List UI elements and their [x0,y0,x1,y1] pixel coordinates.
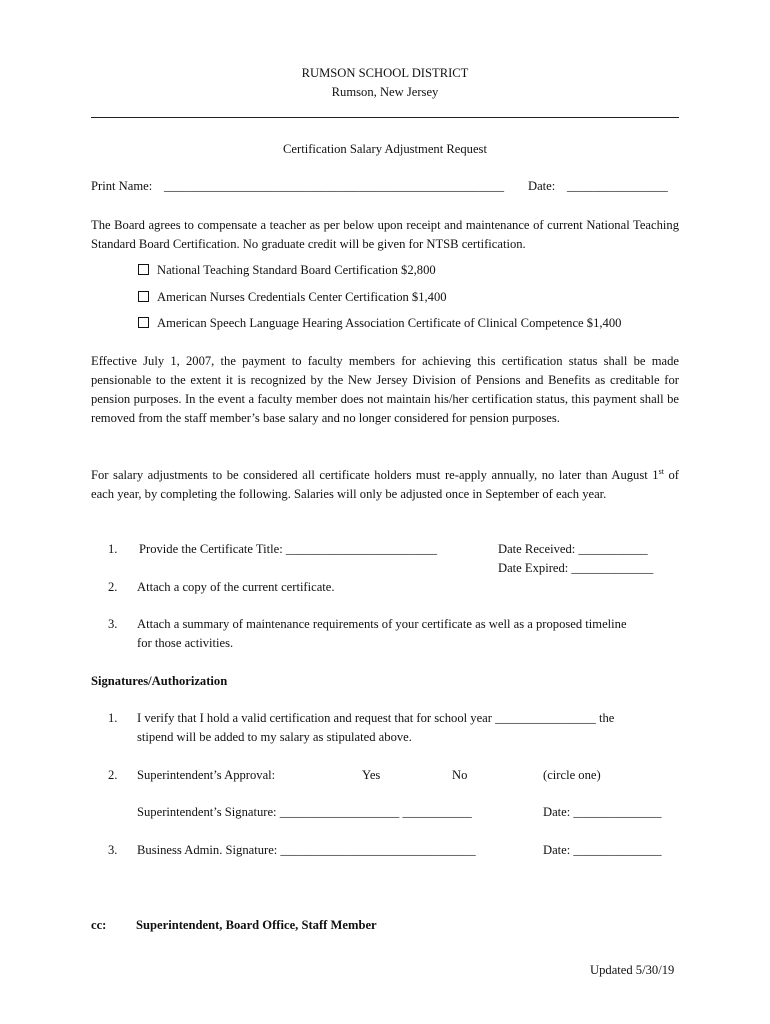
salary-august: August 1 [611,468,659,482]
updated-date: Updated 5/30/19 [590,963,675,977]
checkbox-label: American Nurses Credentials Center Certification $1,400 [157,290,447,304]
intro-paragraph: The Board agrees to compensate a teacher as per below upon receipt and maintenance of current National Teaching Standard Board Certification. No graduate credit will be given for NTSB certification. [91,218,679,251]
business-admin-signature-field[interactable]: Business Admin. Signature: _______________________________ [137,843,476,857]
business-admin-date-field[interactable]: Date: ______________ [543,843,662,857]
salary-superscript: st [658,467,664,476]
approval-no[interactable]: No [452,768,468,782]
print-name-field[interactable]: ______________________________________________________ [164,179,505,193]
sig-item-number: 2. [108,768,118,782]
district-location: Rumson, New Jersey [331,85,439,99]
step-number: 2. [108,580,118,594]
step-text: Attach a copy of the current certificate. [137,580,335,594]
step-text-continued: for those activities. [137,636,234,650]
superintendent-date-field[interactable]: Date: ______________ [543,805,662,819]
checkbox-icon[interactable] [138,317,149,328]
superintendent-signature-field[interactable]: Superintendent’s Signature: ___________________ ___________ [137,805,472,819]
checkbox-item-ancc[interactable] [138,291,447,304]
checkbox-label: National Teaching Standard Board Certification $2,800 [157,263,436,277]
step-number: 1. [108,542,118,556]
pension-paragraph: Effective July 1, 2007, the payment to faculty members for achieving this certification status shall be made pensionable to the extent it is recognized by the New Jersey Division of Pensions and Benefits as creditable for pension purposes. In the event a faculty member does not maintain his/her certification status, this payment shall be removed from the staff member’s base salary and no longer considered for pension purposes. [91,354,679,425]
salary-paragraph [91,466,679,504]
salary-rest: of each year, by completing the following. Salaries will only be adjusted once in September of each year. [91,468,679,501]
cc-recipients: Superintendent, Board Office, Staff Member [136,918,377,932]
verify-text-continued: stipend will be added to my salary as stipulated above. [137,730,412,744]
checkbox-icon[interactable] [138,264,149,275]
print-date-label: Date: [528,179,556,193]
checkbox-label: American Speech Language Hearing Association Certificate of Clinical Competence $1,400 [157,316,622,330]
salary-line-1: For salary adjustments to be considered all certificate holders must re-apply annually, no later than [91,468,608,482]
approval-label: Superintendent’s Approval: [137,768,276,782]
circle-one-note: (circle one) [543,768,601,782]
date-expired-field[interactable]: Date Expired: _____________ [498,561,654,575]
step-text: Attach a summary of maintenance requirements of your certificate as well as a proposed timeline [137,617,627,631]
sig-item-number: 3. [108,843,118,857]
approval-yes[interactable]: Yes [362,768,381,782]
signatures-heading: Signatures/Authorization [91,674,228,688]
sig-item-number: 1. [108,711,118,725]
checkbox-item-asha[interactable] [138,317,621,330]
step-number: 3. [108,617,118,631]
district-name: RUMSON SCHOOL DISTRICT [301,66,469,80]
cc-label: cc: [91,918,107,932]
header-divider [91,117,679,118]
certificate-title-field[interactable]: Provide the Certificate Title: ________________________ [139,542,438,556]
print-name-label: Print Name: [91,179,153,193]
school-year-field[interactable]: I verify that I hold a valid certification and request that for school year ________________ the [137,711,615,725]
form-title: Certification Salary Adjustment Request [283,142,487,156]
print-date-field[interactable]: ________________ [567,179,668,193]
date-received-field[interactable]: Date Received: ___________ [498,542,648,556]
checkbox-item-ntsb[interactable] [138,264,436,277]
checkbox-icon[interactable] [138,291,149,302]
